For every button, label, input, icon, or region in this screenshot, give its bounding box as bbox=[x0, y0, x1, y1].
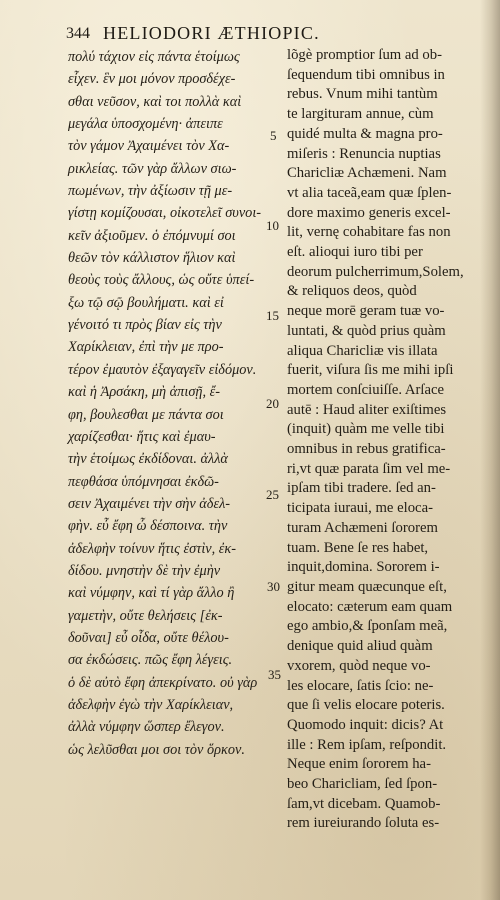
latin-text-line: ille : Rem ipſam, reſpondit. bbox=[287, 736, 447, 753]
greek-text-line: μεγάλα ὑποσχομένη· ἀπειπε bbox=[68, 116, 223, 133]
greek-text-line: γαμετὴν, οὔτε θελήσεις [ἐκ- bbox=[68, 607, 223, 624]
greek-text-line: ἀδελφὴν ἐγὼ τὴν Χαρίκλειαν, bbox=[68, 696, 234, 713]
latin-text-line: beo Charicliam, ſed ſpon- bbox=[287, 776, 438, 793]
latin-text-line: que ſi velis elocare poteris. bbox=[287, 697, 445, 714]
latin-text-line: te largituram annue, cùm bbox=[287, 106, 434, 123]
latin-text-line: Neque enim ſororem ha- bbox=[287, 756, 431, 773]
greek-text-line: σθαι νεῦσον, καὶ τοι πολλὰ καὶ bbox=[68, 93, 242, 110]
greek-text-line: δίδου. μνηστὴν δὲ τὴν ἐμὴν bbox=[68, 562, 221, 579]
greek-text-line: γένοιτό τι πρὸς βίαν εἰς τὴν bbox=[68, 317, 222, 334]
latin-text-line: vxorem, quòd neque vo- bbox=[287, 657, 431, 674]
greek-text-line: σα ἐκδώσεις. πῶς ἔφη λέγεις. bbox=[68, 652, 233, 669]
greek-text-line: πολύ τάχιον εἰς πάντα ἑτοίμως bbox=[68, 49, 240, 65]
latin-text-line: inquit,domina. Sororem i- bbox=[287, 559, 440, 576]
greek-text-line: εἶχεν. ἓν μοι μόνον προσδέχε- bbox=[68, 71, 236, 88]
greek-text-line: ρικλείας. τῶν γὰρ ἄλλων σιω- bbox=[68, 160, 237, 177]
greek-text-line: θεῶν τὸν κάλλιστον ἥλιον καὶ bbox=[68, 250, 236, 267]
greek-text-line: φὴν. εὖ ἔφη ὦ δέσποινα. τὴν bbox=[68, 518, 228, 535]
latin-text-line: Quomodo inquit: dicis? At bbox=[287, 716, 444, 733]
latin-text-line: les elocare, ſatis ſcio: ne- bbox=[287, 677, 434, 694]
line-number-20: 20 bbox=[266, 396, 279, 411]
latin-text-line: dore maximo generis excel- bbox=[287, 204, 451, 221]
latin-text-column bbox=[287, 46, 483, 834]
latin-text-line: elocato: cæterum eam quam bbox=[287, 598, 453, 615]
greek-text-line: τὴν ἑτοίμως ἐκδίδοναι. ἀλλὰ bbox=[68, 451, 228, 468]
latin-text-line: omnibus in rebus gratifica- bbox=[287, 441, 446, 458]
greek-text-line: καὶ νύμφην, καὶ τί γὰρ ἄλλο ἢ bbox=[68, 585, 235, 602]
latin-text-line: quidé multa & magna pro- bbox=[287, 125, 443, 142]
latin-text-line: neque morē geram tuæ vo- bbox=[287, 303, 445, 320]
greek-text-line: πωμένων, τὴν ἀξίωσιν τῇ με- bbox=[68, 183, 233, 200]
line-number-25: 25 bbox=[266, 487, 279, 502]
page-gutter-shadow bbox=[480, 0, 500, 900]
greek-text-line: ἀδελφὴν τοίνυν ἥτις ἐστὶν, ἐκ- bbox=[68, 540, 237, 557]
line-number-15: 15 bbox=[266, 308, 279, 323]
latin-text-line: miſeris : Renuncia nuptias bbox=[287, 145, 441, 162]
greek-text-line: τὸν γάμον Ἀχαιμένει τὸν Χα- bbox=[68, 138, 230, 155]
page-number: 344 bbox=[66, 25, 90, 42]
latin-text-line: turam Achæmeni ſororem bbox=[287, 519, 438, 536]
greek-text-line: θεοὺς τοὺς ἄλλους, ὡς οὔτε ὑπεί- bbox=[68, 272, 255, 289]
greek-text-line: γίστῃ κομίζουσαι, οἰκοτελεῖ συνοι- bbox=[68, 205, 262, 222]
greek-text-column bbox=[68, 46, 266, 761]
greek-text-line: πεφθάσα ὑπόμνησαι ἐκδῶ- bbox=[68, 473, 219, 490]
latin-text-line: ri,vt quæ parata ſim vel me- bbox=[287, 460, 451, 477]
latin-text-line: lõgè promptior ſum ad ob- bbox=[287, 47, 443, 63]
greek-text-line: καὶ ἡ Ἀρσάκη, μὴ ἀπισῇ, ἔ- bbox=[68, 384, 221, 401]
latin-text-line: aliqua Charicliæ vis illata bbox=[287, 342, 438, 359]
latin-text-line: luntati, & quòd prius quàm bbox=[287, 322, 446, 339]
latin-text-line: (inquit) quàm me velle tibi bbox=[287, 421, 445, 438]
latin-text-line: ego ambio,& ſponſam meã, bbox=[287, 618, 448, 635]
greek-text-line: ξω τῷ σῷ βουλήματι. καὶ εἰ bbox=[68, 294, 224, 311]
latin-text-line: ipſam tibi tradere. ſed an- bbox=[287, 480, 436, 497]
line-number-10: 10 bbox=[266, 218, 279, 233]
line-number-35: 35 bbox=[268, 667, 281, 682]
greek-text-line: Χαρίκλειαν, ἐπὶ τὴν με προ- bbox=[68, 339, 224, 356]
line-number-5: 5 bbox=[270, 128, 277, 143]
latin-text-line: rebus. Vnum mihi tantùm bbox=[287, 86, 438, 103]
latin-text-line: rem iureiurando ſoluta es- bbox=[287, 815, 440, 832]
greek-text-line: φη, βουλεσθαι με πάντα σοι bbox=[68, 406, 224, 423]
latin-text-line: ſam,vt dicebam. Quamob- bbox=[287, 795, 441, 812]
greek-text-line: δοῦναι] εὖ οἶδα, οὔτε θέλου- bbox=[68, 629, 229, 646]
latin-text-line: eſt. alioqui iuro tibi per bbox=[287, 244, 423, 261]
latin-text-line: Charicliæ Achæmeni. Nam bbox=[287, 165, 447, 182]
latin-text-line: fuerit, viſura ſis me mihi ipſi bbox=[287, 362, 454, 379]
greek-text-line: ὁ δὲ αὐτὸ ἔφη ἀπεκρίνατο. οὐ γὰρ bbox=[68, 674, 258, 691]
latin-text-line: autē : Haud aliter exiſtimes bbox=[287, 401, 447, 418]
latin-text-line: ſequendum tibi omnibus in bbox=[287, 66, 445, 83]
latin-text-line: & reliquos deos, quòd bbox=[287, 283, 417, 300]
latin-text-line: deorum pulcherrimum,Solem, bbox=[287, 263, 464, 280]
latin-text-line: vt alia taceã,eam quæ ſplen- bbox=[287, 184, 452, 201]
latin-text-line: tuam. Bene ſe res habet, bbox=[287, 539, 429, 556]
greek-text-line: ἀλλὰ νύμφην ὥσπερ ἔλεγον. bbox=[68, 719, 225, 736]
greek-text-line: χαρίζεσθαι· ἥτις καὶ ἐμαυ- bbox=[68, 428, 216, 445]
running-title: HELIODORI ÆTHIOPIC. bbox=[103, 23, 320, 43]
greek-text-line: ὡς λελῦσθαι μοι σοι τὸν ὅρκον. bbox=[68, 741, 245, 758]
greek-text-line: σειν Ἀχαιμένει τὴν σὴν ἀδελ- bbox=[68, 495, 231, 512]
greek-text-line: τέρον ἐμαυτὸν ἐξαγαγεῖν εἰδόμον. bbox=[68, 361, 257, 378]
latin-text-line: gitur meam quæcunque eſt, bbox=[287, 578, 447, 595]
line-number-30: 30 bbox=[267, 579, 280, 594]
latin-text-line: lit, vernę cohabitare fas non bbox=[287, 224, 451, 241]
latin-text-line: ticipata iuraui, me eloca- bbox=[287, 500, 433, 517]
latin-text-line: denique quid aliud quàm bbox=[287, 638, 433, 655]
greek-text-line: κεῖν ἀξιοῦμεν. ὁ ἐπόμνυμί σοι bbox=[68, 227, 236, 244]
latin-text-line: mortem conſciuiſſe. Arſace bbox=[287, 381, 445, 398]
